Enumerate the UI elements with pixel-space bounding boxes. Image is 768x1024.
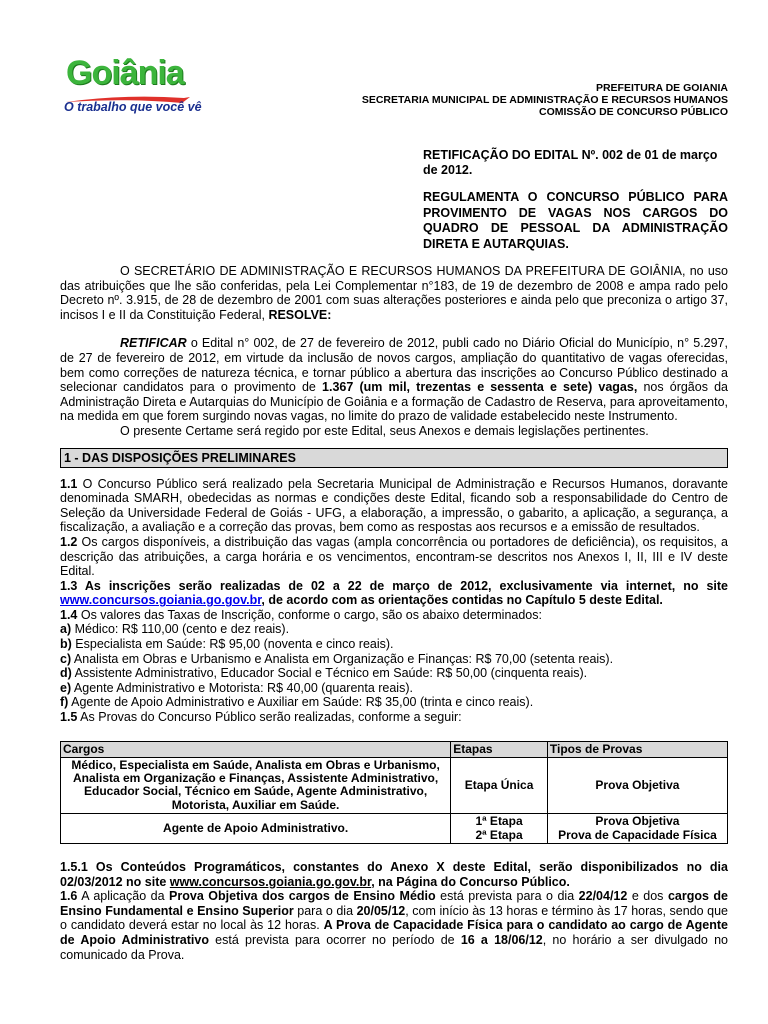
logo-slogan: O trabalho que você vê	[64, 100, 202, 114]
item-1-1	[60, 477, 728, 535]
org-line-secretaria: SECRETARIA MUNICIPAL DE ADMINISTRAÇÃO E RECURSOS HUMANOS	[361, 94, 728, 106]
retificar-paragraph	[60, 336, 728, 424]
item-1-6-text: e dos	[627, 889, 668, 904]
retificar-text-2: nos órgãos da Administração Direta e Autarquias do Município de Goiânia e a formação de Cadastro de Reserva, para aproveitamento, na medida em que forem surgindo novas vagas, no limite do prazo de validade estabelecido neste Instrumento.	[60, 380, 729, 424]
cell-cargos: Agente de Apoio Administrativo.	[61, 814, 451, 844]
org-header	[362, 82, 728, 118]
item-1-5-number: 1.5	[60, 710, 78, 725]
intro-paragraph	[60, 264, 728, 322]
taxa-item	[60, 637, 728, 652]
header-etapas: Etapas	[451, 741, 548, 757]
item-1-4-number: 1.4	[60, 607, 78, 622]
taxa-letter: b)	[60, 637, 72, 652]
item-1-6-bold: 20/05/12	[356, 903, 406, 918]
certame-paragraph: O presente Certame será regido por este Edital, seus Anexos e demais legislações pertinentes.	[120, 423, 649, 438]
table-row	[61, 757, 728, 814]
taxa-item	[60, 666, 728, 681]
taxa-text: Agente Administrativo e Motorista: R$ 40,00 (quarenta reais).	[71, 680, 413, 695]
cell-provas: Prova Objetiva	[547, 757, 727, 814]
item-1-5-1	[60, 860, 728, 889]
cell-cargos: Médico, Especialista em Saúde, Analista em Obras e Urbanismo, Analista em Organização e Finanças, Assistente Administrativo, Educador Social, Técnico em Saúde, Agente Administrativo, Motorista, Auxiliar em Saúde.	[61, 757, 451, 814]
item-1-6-bold: A Prova de Capacidade Física para o candidato ao cargo de Agente de Apoio Administrativo	[60, 918, 728, 948]
item-1-3-text-1: 1.3 As inscrições serão realizadas de 02 a 22 de março de 2012, exclusivamente via internet, no site	[60, 578, 728, 593]
item-1-2-text: Os cargos disponíveis, a distribuição das vagas (ampla concorrência ou portadores de deficiência), os requisitos, a descrição das atribuições, a carga horária e os vencimentos, encontram-se descritos nos Anexos I, II, III e IV deste Edital.	[60, 534, 728, 579]
etapa-1: 1ª Etapa	[475, 814, 523, 829]
taxa-item	[60, 652, 728, 667]
intro-text: O SECRETÁRIO DE ADMINISTRAÇÃO E RECURSOS HUMANOS DA PREFEITURA DE GOIÂNIA, no uso das atribuições que lhe são conferidas, pela Lei Complementar n°183, de 19 de dezembro de 2008 e ampa rado pelo Decreto nº. 3.915, de 28 de dezembro de 2001 com suas alterações posteriores e ainda pelo que preconiza o artigo 37, incisos I e II da Constituição Federal,	[60, 264, 728, 322]
org-line-comissao: COMISSÃO DE CONCURSO PÚBLICO	[538, 106, 728, 118]
org-line-prefeitura: PREFEITURA DE GOIANIA	[595, 82, 728, 94]
taxa-letter: d)	[60, 666, 72, 681]
taxa-letter: f)	[60, 695, 69, 710]
item-1-2-number: 1.2	[60, 534, 78, 549]
prova-2: Prova de Capacidade Física	[558, 827, 717, 842]
item-1-1-text: O Concurso Público será realizado pela Secretaria Municipal de Administração e Recursos Humanos, doravante denominada SMARH, obedecidas as normas e condições deste Edital, ficando sob a responsabilidade do Centro de Seleção da Universidade Federal de Goiás - UFG, a elaboração, a impressão, o gabarito, a aplicação, a segurança, a fiscalização, a avaliação e a correção das provas, bem como as respostas aos recursos e a emissão de resultados.	[60, 476, 728, 535]
item-1-6-text: , com início às 13 horas e término às 17 horas, sendo que o candidato deverá estar no local às 12 horas.	[60, 903, 728, 933]
item-1-6-bold: Prova Objetiva dos cargos de Ensino Médio	[169, 889, 436, 904]
header-tipos-provas: Tipos de Provas	[547, 741, 727, 757]
cell-etapas	[451, 814, 548, 844]
resolve-label: RESOLVE:	[268, 307, 332, 322]
taxa-item	[60, 622, 728, 637]
retificar-keyword: RETIFICAR	[120, 336, 187, 351]
cell-provas	[547, 814, 727, 844]
logo-wordmark: Goiânia	[66, 54, 184, 92]
regulamenta-title: REGULAMENTA O CONCURSO PÚBLICO PARA PROVIMENTO DE VAGAS NOS CARGOS DO QUADRO DE PESSOAL DA ADMINISTRAÇÃO DIRETA E AUTARQUIAS.	[423, 190, 728, 251]
item-1-6-bold: cargos de Ensino Fundamental e Ensino Superior	[60, 889, 729, 918]
taxa-letter: a)	[60, 622, 72, 637]
item-1-6-number: 1.6	[60, 889, 78, 904]
item-1-6-text: para o dia	[293, 903, 357, 918]
item-1-6-bold: 22/04/12	[578, 889, 628, 904]
table-row	[61, 814, 728, 844]
item-1-6-text: está prevista para o dia	[435, 889, 579, 904]
item-1-5	[60, 710, 728, 725]
item-1-6	[60, 889, 728, 962]
table-header-row	[61, 741, 728, 757]
concursos-site-link-2[interactable]: www.concursos.goiania.go.gov.br	[169, 874, 372, 889]
taxa-letter: e)	[60, 680, 72, 695]
item-1-6-text: A aplicação da	[77, 889, 170, 904]
item-1-3-text-2: , de acordo com as orientações contidas no Capítulo 5 deste Edital.	[261, 593, 663, 608]
taxa-text: Analista em Obras e Urbanismo e Analista em Organização e Finanças: R$ 70,00 (setenta reais).	[71, 651, 614, 666]
taxa-item	[60, 681, 728, 696]
taxa-text: Médico: R$ 110,00 (cento e dez reais).	[71, 622, 290, 637]
item-1-5-1-text-2: , na Página do Concurso Público.	[371, 874, 570, 889]
taxa-text: Especialista em Saúde: R$ 95,00 (noventa e cinco reais).	[71, 637, 394, 652]
provas-table	[60, 741, 728, 844]
vagas-count: 1.367 (um mil, trezentas e sessenta e sete) vagas,	[322, 380, 638, 395]
taxa-text: Agente de Apoio Administrativo e Auxiliar em Saúde: R$ 35,00 (trinta e cinco reais).	[68, 695, 534, 710]
prova-1: Prova Objetiva	[595, 814, 680, 829]
etapa-2: 2ª Etapa	[475, 827, 523, 842]
taxa-item	[60, 695, 728, 710]
item-1-2	[60, 535, 728, 579]
item-1-6-text: , no horário a ser divulgado no comunicado da Prova.	[60, 933, 728, 962]
item-1-6-bold: 16 a 18/06/12	[460, 933, 543, 948]
header-cargos: Cargos	[61, 741, 451, 757]
taxa-letter: c)	[60, 651, 72, 666]
item-1-5-text: As Provas do Concurso Público serão realizadas, conforme a seguir:	[77, 710, 462, 725]
item-1-6-text: está prevista para ocorrer no período de	[208, 933, 461, 948]
item-1-4	[60, 608, 728, 623]
section-heading-disposicoes: 1 - DAS DISPOSIÇÕES PRELIMINARES	[60, 448, 728, 468]
cell-etapas: Etapa Única	[451, 757, 548, 814]
item-1-1-number: 1.1	[60, 476, 78, 491]
item-1-5-1-text-1: 1.5.1 Os Conteúdos Programáticos, constantes do Anexo X deste Edital, serão disponibilizados no dia 02/03/2012 no site	[60, 860, 728, 889]
edital-body	[60, 264, 728, 962]
concursos-site-link[interactable]: www.concursos.goiania.go.gov.br	[60, 593, 262, 608]
goiania-logo	[62, 54, 202, 120]
retificar-text-1: o Edital n° 002, de 27 de fevereiro de 2012, publi cado no Diário Oficial do Município, n° 5.297, de 27 de fevereiro de 2012, em virtude da inclusão de novos cargos, ampliação do quantitativo de vagas oferecidas, bem como correções de natureza técnica, e tornar público a abertura das inscrições ao Concurso Público destinado a selecionar candidatos para o provimento de	[60, 336, 728, 395]
item-1-3	[60, 579, 728, 608]
retificacao-title: RETIFICAÇÃO DO EDITAL Nº. 002 de 01 de março de 2012.	[423, 148, 718, 177]
taxa-text: Assistente Administrativo, Educador Social e Técnico em Saúde: R$ 50,00 (cinquenta reais).	[71, 666, 588, 681]
item-1-4-text: Os valores das Taxas de Inscrição, conforme o cargo, são os abaixo determinados:	[77, 607, 542, 622]
